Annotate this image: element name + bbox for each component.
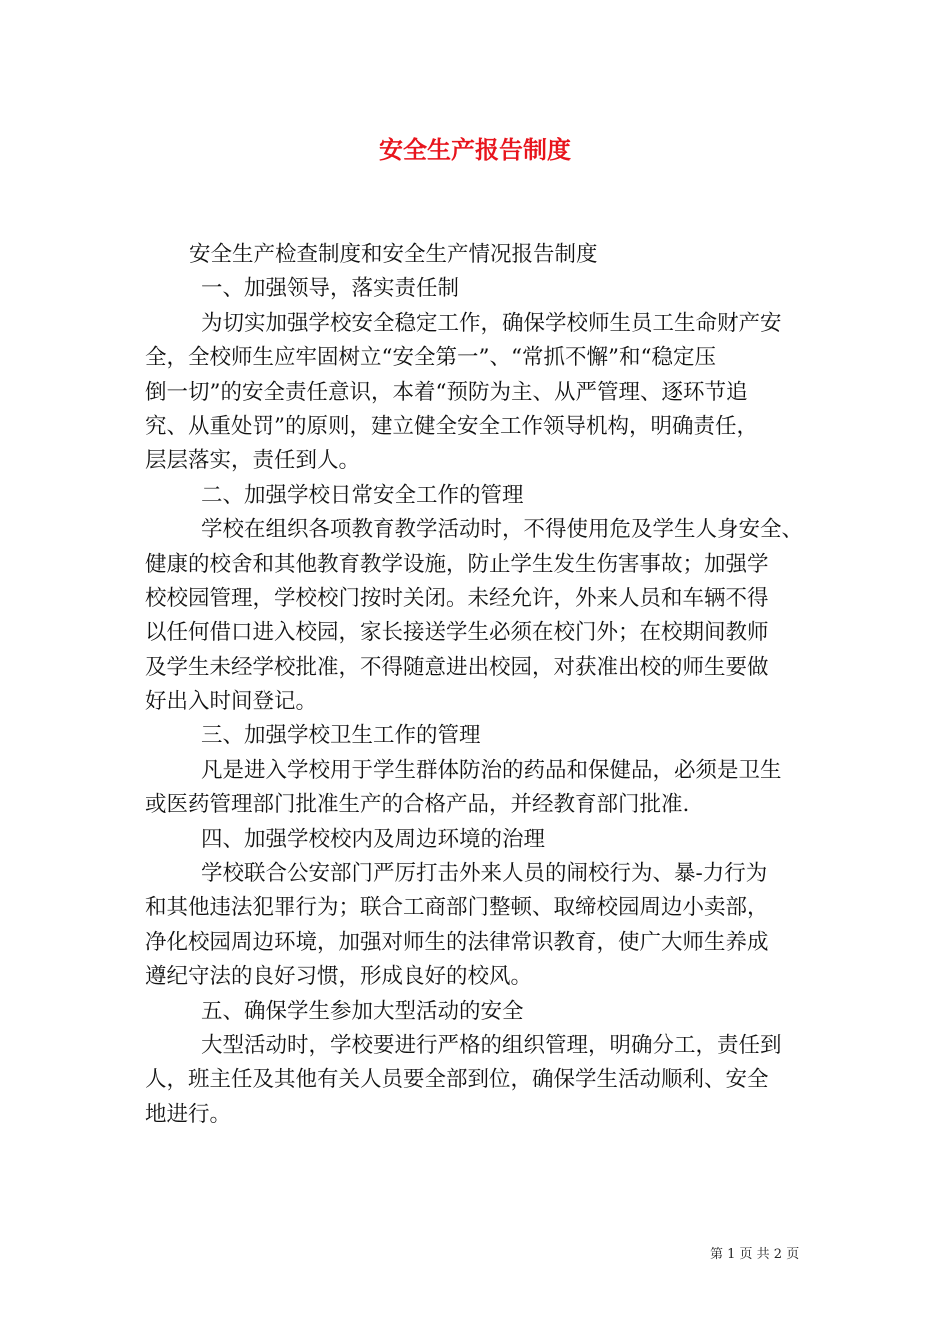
paragraph-line: 以任何借口进入校园，家长接送学生必须在校门外；在校期间教师 [145, 620, 769, 646]
paragraph-line: 学校在组织各项教育教学活动时，不得使用危及学生人身安全、 [201, 517, 804, 543]
paragraph-line: 和其他违法犯罪行为；联合工商部门整顿、取缔校园周边小卖部， [145, 895, 769, 921]
page-title: 安全生产报告制度 [379, 135, 571, 164]
section-heading-2: 二、加强学校日常安全工作的管理 [201, 482, 524, 508]
paragraph-line: 凡是进入学校用于学生群体防治的药品和保健品，必须是卫生 [201, 757, 782, 783]
section-heading-5: 五、确保学生参加大型活动的安全 [201, 998, 524, 1024]
paragraph-line: 倒一切”的安全责任意识，本着“预防为主、从严管理、逐环节追 [145, 379, 748, 405]
paragraph-line: 校校园管理，学校校门按时关闭。未经允许，外来人员和车辆不得 [145, 585, 769, 611]
paragraph-line: 地进行。 [145, 1101, 232, 1127]
paragraph-line: 人，班主任及其他有关人员要全部到位，确保学生活动顺利、安全 [145, 1067, 769, 1093]
section-heading-1: 一、加强领导，落实责任制 [201, 276, 460, 302]
paragraph-line: 全，全校师生应牢固树立“安全第一”、“常抓不懈”和“稳定压 [145, 345, 716, 371]
document-body [145, 238, 810, 1132]
subtitle-line: 安全生产检查制度和安全生产情况报告制度 [189, 242, 598, 267]
paragraph-line: 学校联合公安部门严厉打击外来人员的闹校行为、暴-力行为 [201, 861, 768, 887]
page-number: 第 1 页 共 2 页 [710, 1247, 800, 1262]
paragraph-line: 为切实加强学校安全稳定工作，确保学校师生员工生命财产安 [201, 310, 782, 336]
paragraph-line: 及学生未经学校批准，不得随意进出校园，对获准出校的师生要做 [145, 654, 769, 680]
paragraph-line: 层层落实，责任到人。 [145, 448, 361, 474]
paragraph-line: 大型活动时，学校要进行严格的组织管理，明确分工，责任到 [201, 1032, 782, 1058]
paragraph-line: 净化校园周边环境，加强对师生的法律常识教育，使广大师生养成 [145, 929, 769, 955]
paragraph-line: 遵纪守法的良好习惯，形成良好的校风。 [145, 964, 533, 990]
paragraph-line: 健康的校舍和其他教育教学设施，防止学生发生伤害事故；加强学 [145, 551, 769, 577]
paragraph-line: 好出入时间登记。 [145, 689, 318, 715]
section-heading-3: 三、加强学校卫生工作的管理 [201, 723, 481, 749]
section-heading-4: 四、加强学校校内及周边环境的治理 [201, 826, 546, 852]
paragraph-line: 或医药管理部门批准生产的合格产品，并经教育部门批准. [145, 792, 690, 818]
paragraph-line: 究、从重处罚”的原则，建立健全安全工作领导机构，明确责任， [145, 413, 758, 439]
